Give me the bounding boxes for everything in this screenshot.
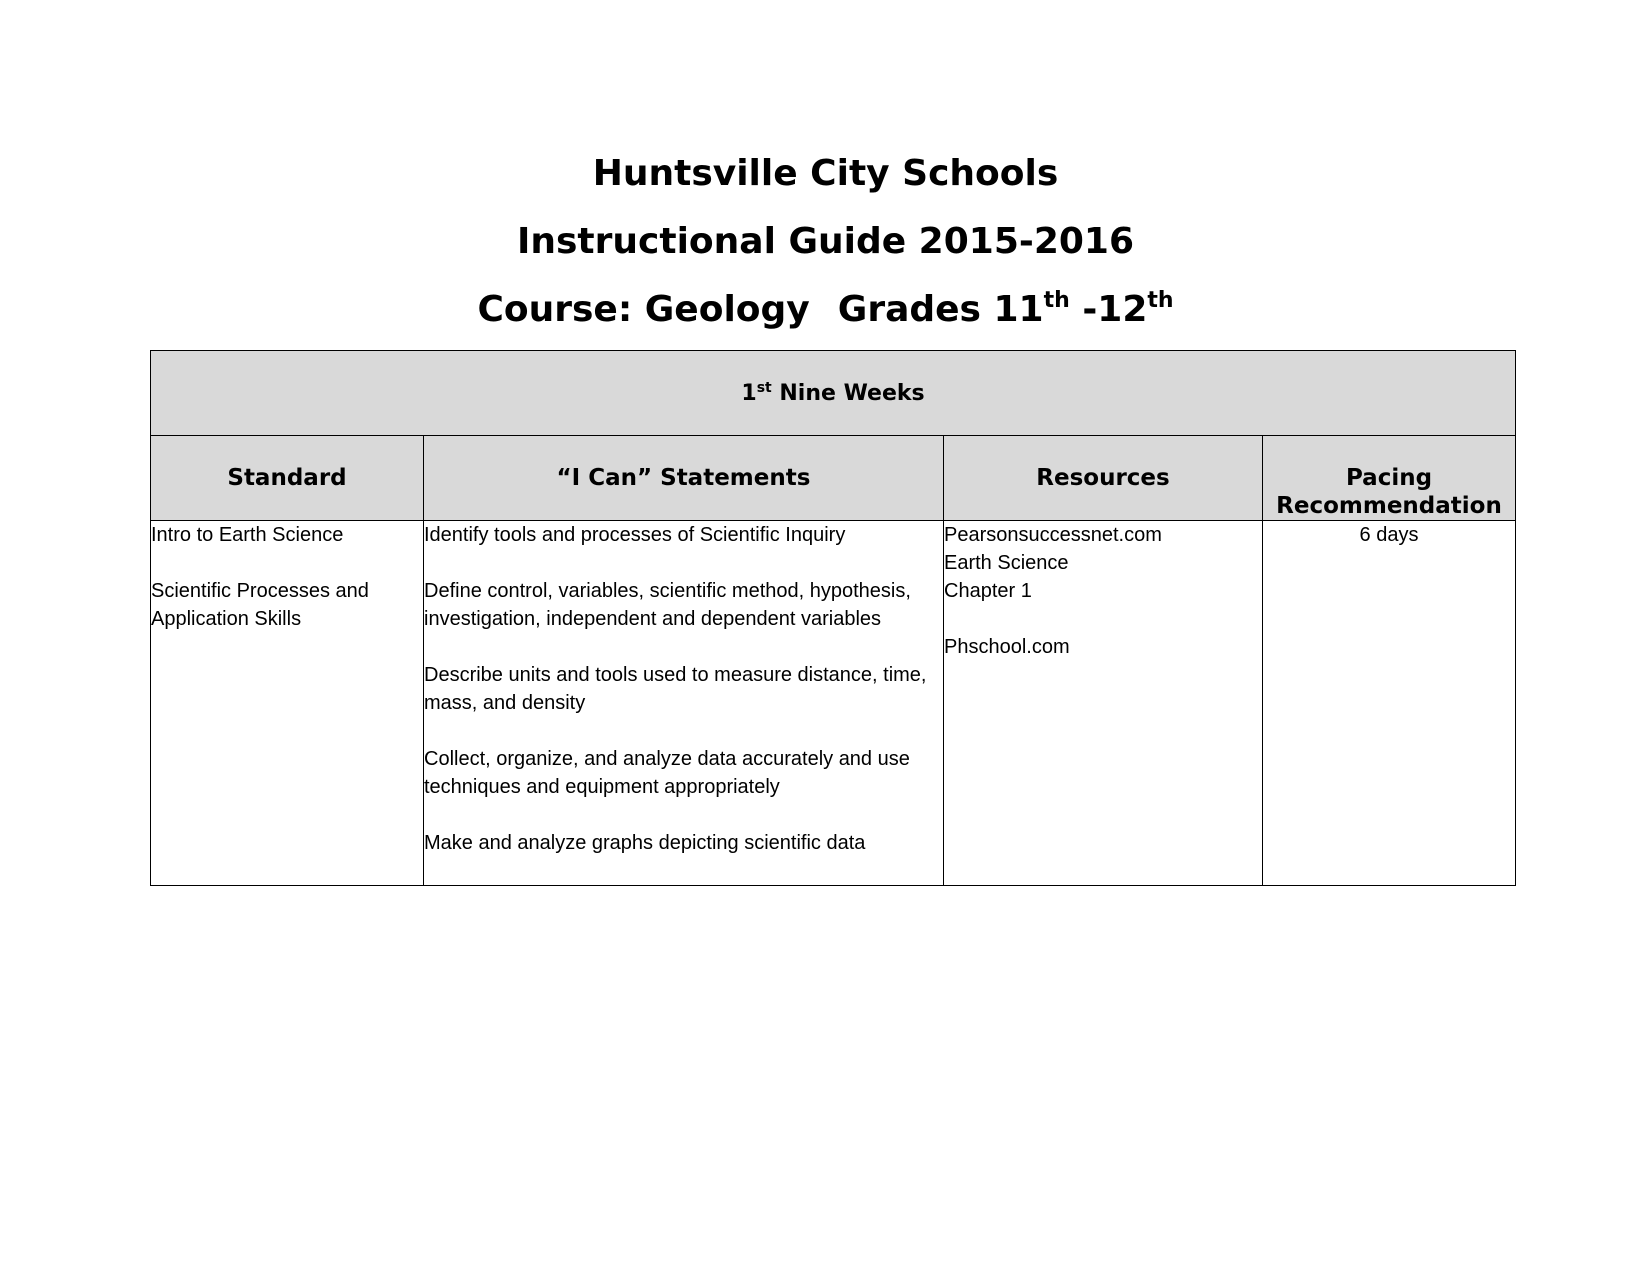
nine-weeks-heading bbox=[151, 351, 1516, 436]
resource-item: Pearsonsuccessnet.com bbox=[944, 524, 1162, 546]
resource-gap bbox=[944, 605, 1262, 633]
pacing-cell: 6 days bbox=[1263, 521, 1516, 886]
grades-prefix: Grades 11 bbox=[837, 289, 1044, 330]
course-label: Course: Geology bbox=[477, 289, 810, 330]
section-ordinal: st bbox=[756, 379, 772, 396]
course-title bbox=[0, 276, 1651, 344]
grades-mid: -12 bbox=[1069, 289, 1148, 330]
i-can-statement: Define control, variables, scientific method, hypothesis, investigation, independent and dependent variables bbox=[424, 580, 911, 630]
i-can-statement: Describe units and tools used to measure distance, time, mass, and density bbox=[424, 664, 927, 714]
i-can-cell bbox=[424, 521, 944, 886]
section-number: 1 bbox=[741, 380, 757, 406]
grades-sup-end: th bbox=[1147, 288, 1174, 313]
i-can-statement: Make and analyze graphs depicting scientific data bbox=[424, 832, 866, 854]
section-label: Nine Weeks bbox=[771, 380, 925, 406]
i-can-statement: Collect, organize, and analyze data accurately and use techniques and equipment appropriately bbox=[424, 748, 910, 798]
column-header-row bbox=[151, 436, 1516, 521]
resource-item: Earth Science bbox=[944, 552, 1069, 574]
column-header-pacing: Pacing Recommendation bbox=[1263, 436, 1516, 521]
standard-item: Scientific Processes and Application Skills bbox=[151, 580, 369, 630]
grades-sup-start: th bbox=[1043, 288, 1070, 313]
resource-item: Phschool.com bbox=[944, 636, 1070, 658]
instructional-guide-table bbox=[150, 350, 1516, 886]
table-row bbox=[151, 521, 1516, 886]
column-header-standard: Standard bbox=[151, 436, 424, 521]
i-can-statement: Identify tools and processes of Scientific Inquiry bbox=[424, 524, 846, 546]
district-title: Huntsville City Schools bbox=[592, 153, 1059, 194]
resources-cell bbox=[944, 521, 1263, 886]
section-header-row bbox=[151, 351, 1516, 436]
resource-item: Chapter 1 bbox=[944, 580, 1032, 602]
standard-item: Intro to Earth Science bbox=[151, 524, 344, 546]
column-header-resources: Resources bbox=[944, 436, 1263, 521]
standard-cell bbox=[151, 521, 424, 886]
guide-title: Instructional Guide 2015-2016 bbox=[516, 221, 1135, 262]
column-header-i-can: “I Can” Statements bbox=[424, 436, 944, 521]
document-header bbox=[0, 140, 1651, 344]
